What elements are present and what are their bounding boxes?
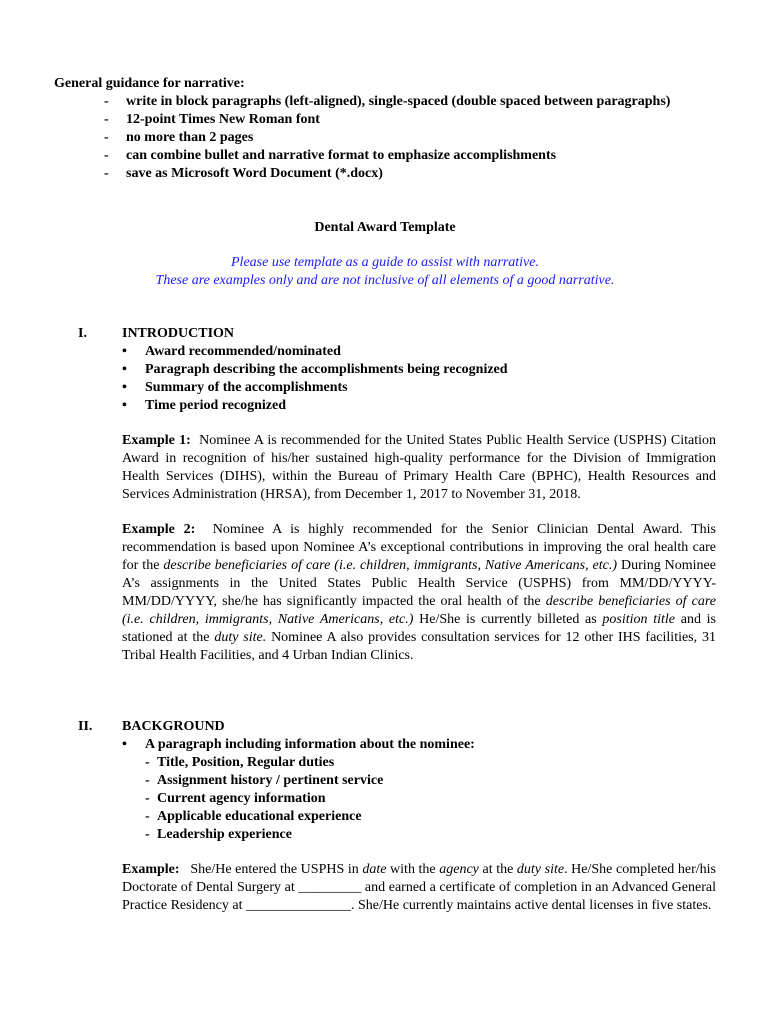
dash-bullet-icon: - <box>104 148 109 163</box>
guidance-item: - write in block paragraphs (left-aligned), single-spaced (double spaced between paragraphs) <box>104 94 671 109</box>
placeholder-text: date <box>362 862 387 877</box>
sub-item: - Leadership experience <box>145 827 292 842</box>
section-heading-introduction <box>122 325 508 415</box>
section-heading-background <box>122 718 475 844</box>
template-note-line: These are examples only and are not inclusive of all elements of a good narrative. <box>155 273 615 288</box>
dash-bullet-icon: - <box>145 755 150 770</box>
background-example-paragraph: Example: She/He entered the USPHS in date with the agency at the duty site. He/She completed her/his Doctorate of Dental Surgery at _________ and earned a certificate of completion in an Advanced General Practice Residency at _______________. She/He currently maintains active dental licenses in five states. <box>122 862 717 913</box>
background-bullets <box>122 736 475 754</box>
bullet-item: • Paragraph describing the accomplishments being recognized <box>122 362 508 377</box>
guidance-item: - save as Microsoft Word Document (*.docx) <box>104 166 383 181</box>
example-text: Nominee A is recommended for the United States Public Health Service (USPHS) Citation Award in recognition of his/her sustained high-quality performance for the Division of Immigration Health Services (DIHS), within the Bureau of Primary Health Care (BPHC), Health Resources and Services Administration (HRSA), from December 1, 2017 to November 31, 2018. <box>122 433 716 502</box>
bullet-icon: • <box>122 380 127 395</box>
document-title: Dental Award Template <box>314 220 456 235</box>
dash-bullet-icon: - <box>104 130 109 145</box>
dash-bullet-icon: - <box>104 166 109 181</box>
section-number: I. <box>78 326 87 341</box>
introduction-bullets <box>122 343 508 415</box>
example-2-paragraph: Example 2: Nominee A is highly recommended for the Senior Clinician Dental Award. This recommendation is based upon Nominee A’s exceptional contributions in improving the oral health care for the describe beneficiaries of care (i.e. children, immigrants, Native Americans, etc.) During Nominee A’s assignments in the United States Public Health Service (USPHS) from MM/DD/YYYY- MM/DD/YYYY, she/he has significantly impacted the oral health of the describe beneficiaries of care (i.e. children, immigrants, Native Americans, etc.) He/She is currently billeted as position title and is stationed at the duty site. Nominee A also provides consultation services for 12 other IHS facilities, 31 Tribal Health Facilities, and 4 Urban Indian Clinics. <box>122 522 717 663</box>
example-label: Example 2: <box>122 522 196 537</box>
bullet-icon: • <box>122 737 127 752</box>
placeholder-text: duty site. <box>214 630 267 645</box>
section-heading-text: BACKGROUND <box>122 719 225 734</box>
dash-bullet-icon: - <box>145 791 150 806</box>
section-number: II. <box>78 719 93 734</box>
sub-item: - Title, Position, Regular duties <box>145 755 335 770</box>
guidance-list <box>54 93 670 183</box>
placeholder-text: agency <box>439 862 479 877</box>
guidance-item: - 12-point Times New Roman font <box>104 112 320 127</box>
background-subitems <box>145 754 475 844</box>
sub-item: - Assignment history / pertinent service <box>145 773 384 788</box>
dash-bullet-icon: - <box>145 773 150 788</box>
guidance-block <box>54 75 670 183</box>
dash-bullet-icon: - <box>104 94 109 109</box>
guidance-heading: General guidance for narrative: <box>54 76 245 91</box>
bullet-item: • Award recommended/nominated <box>122 344 341 359</box>
placeholder-text: duty site <box>516 862 565 877</box>
section-heading-text: INTRODUCTION <box>122 326 235 341</box>
example-1-paragraph <box>122 432 716 504</box>
dash-bullet-icon: - <box>145 809 150 824</box>
example-label: Example: <box>122 862 180 877</box>
placeholder-text: position title <box>602 612 676 627</box>
bullet-item: • Summary of the accomplishments <box>122 380 348 395</box>
sub-item: - Applicable educational experience <box>145 809 362 824</box>
example-label: Example 1: <box>122 433 191 448</box>
placeholder-text: describe beneficiaries of care (i.e. children, immigrants, Native Americans, etc.) <box>122 594 716 627</box>
guidance-item: - no more than 2 pages <box>104 130 254 145</box>
bullet-item: • A paragraph including information about the nominee: <box>122 737 475 752</box>
bullet-item: • Time period recognized <box>122 398 287 413</box>
dash-bullet-icon: - <box>104 112 109 127</box>
bullet-icon: • <box>122 362 127 377</box>
sub-item: - Current agency information <box>145 791 326 806</box>
guidance-item: - can combine bullet and narrative format to emphasize accomplishments <box>104 148 557 163</box>
template-note <box>0 254 770 290</box>
dash-bullet-icon: - <box>145 827 150 842</box>
bullet-icon: • <box>122 344 127 359</box>
template-note-line: Please use template as a guide to assist with narrative. <box>231 255 539 270</box>
bullet-icon: • <box>122 398 127 413</box>
placeholder-text: describe beneficiaries of care (i.e. children, immigrants, Native Americans, etc.) <box>163 558 618 573</box>
